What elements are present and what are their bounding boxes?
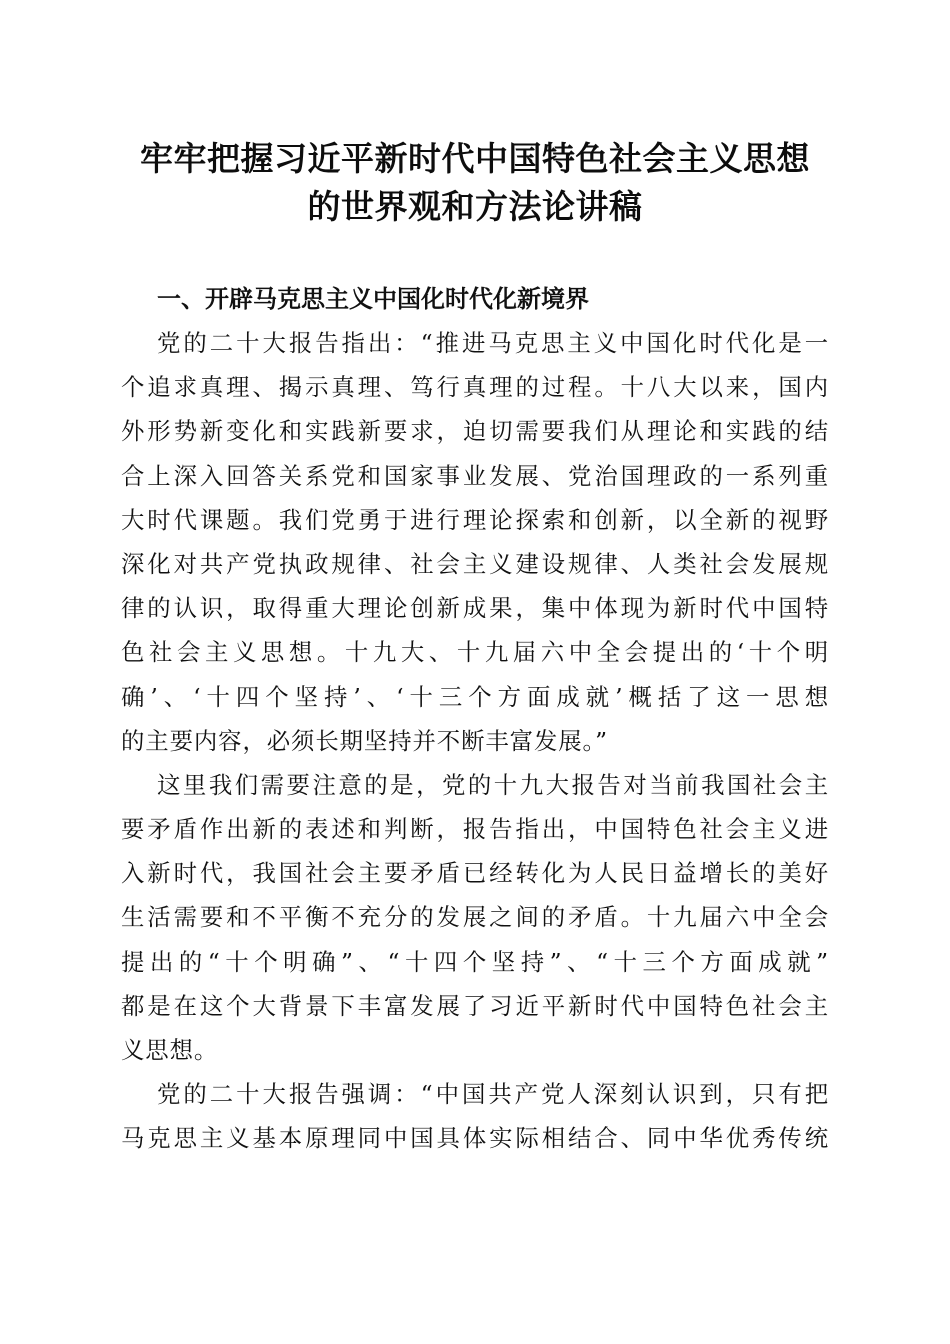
title-line-2: 的世界观和方法论讲稿: [307, 187, 643, 226]
paragraph-1: [121, 321, 829, 763]
paragraph-3: [121, 1072, 829, 1160]
paragraph-line: 这里我们需要注意的是，党的十九大报告对当前我国社会主: [157, 770, 829, 799]
paragraph-line: 马克思主义基本原理同中国具体实际相结合、同中华优秀传统: [121, 1124, 829, 1153]
paragraph-line: 入新时代，我国社会主要矛盾已经转化为人民日益增长的美好: [121, 859, 829, 888]
paragraph-line: 生活需要和不平衡不充分的发展之间的矛盾。十九届六中全会: [121, 903, 829, 932]
document-body: [121, 277, 829, 1161]
paragraph-2: [121, 763, 829, 1072]
paragraph-line: 色社会主义思想。十九大、十九届六中全会提出的‘十个明: [121, 638, 829, 667]
paragraph-line: 大时代课题。我们党勇于进行理论探索和创新，以全新的视野: [121, 505, 829, 534]
paragraph-line: 的主要内容，必须长期坚持并不断丰富发展。”: [121, 726, 608, 755]
paragraph-line: 合上深入回答关系党和国家事业发展、党治国理政的一系列重: [121, 461, 829, 490]
paragraph-line: 都是在这个大背景下丰富发展了习近平新时代中国特色社会主: [121, 991, 829, 1020]
paragraph-line: 个追求真理、揭示真理、笃行真理的过程。十八大以来，国内: [121, 373, 829, 402]
paragraph-line: 党的二十大报告指出：“推进马克思主义中国化时代化是一: [157, 329, 829, 357]
document-title: [110, 135, 840, 231]
paragraph-line: 确’、‘十四个坚持’、‘十三个方面成就’概括了这一思想: [121, 682, 829, 711]
section-heading: 一、开辟马克思主义中国化时代化新境界: [157, 285, 589, 313]
paragraph-line: 律的认识，取得重大理论创新成果，集中体现为新时代中国特: [121, 594, 829, 623]
paragraph-line: 外形势新变化和实践新要求，迫切需要我们从理论和实践的结: [121, 417, 829, 446]
paragraph-line: 要矛盾作出新的表述和判断，报告指出，中国特色社会主义进: [121, 815, 829, 844]
paragraph-line: 义思想。: [121, 1036, 219, 1064]
paragraph-line: 党的二十大报告强调：“中国共产党人深刻认识到，只有把: [157, 1080, 829, 1109]
title-line-1: 牢牢把握习近平新时代中国特色社会主义思想: [140, 139, 810, 178]
paragraph-line: 深化对共产党执政规律、社会主义建设规律、人类社会发展规: [121, 549, 829, 578]
paragraph-line: 提出的“十个明确”、“十四个坚持”、“十三个方面成就”: [121, 947, 829, 976]
